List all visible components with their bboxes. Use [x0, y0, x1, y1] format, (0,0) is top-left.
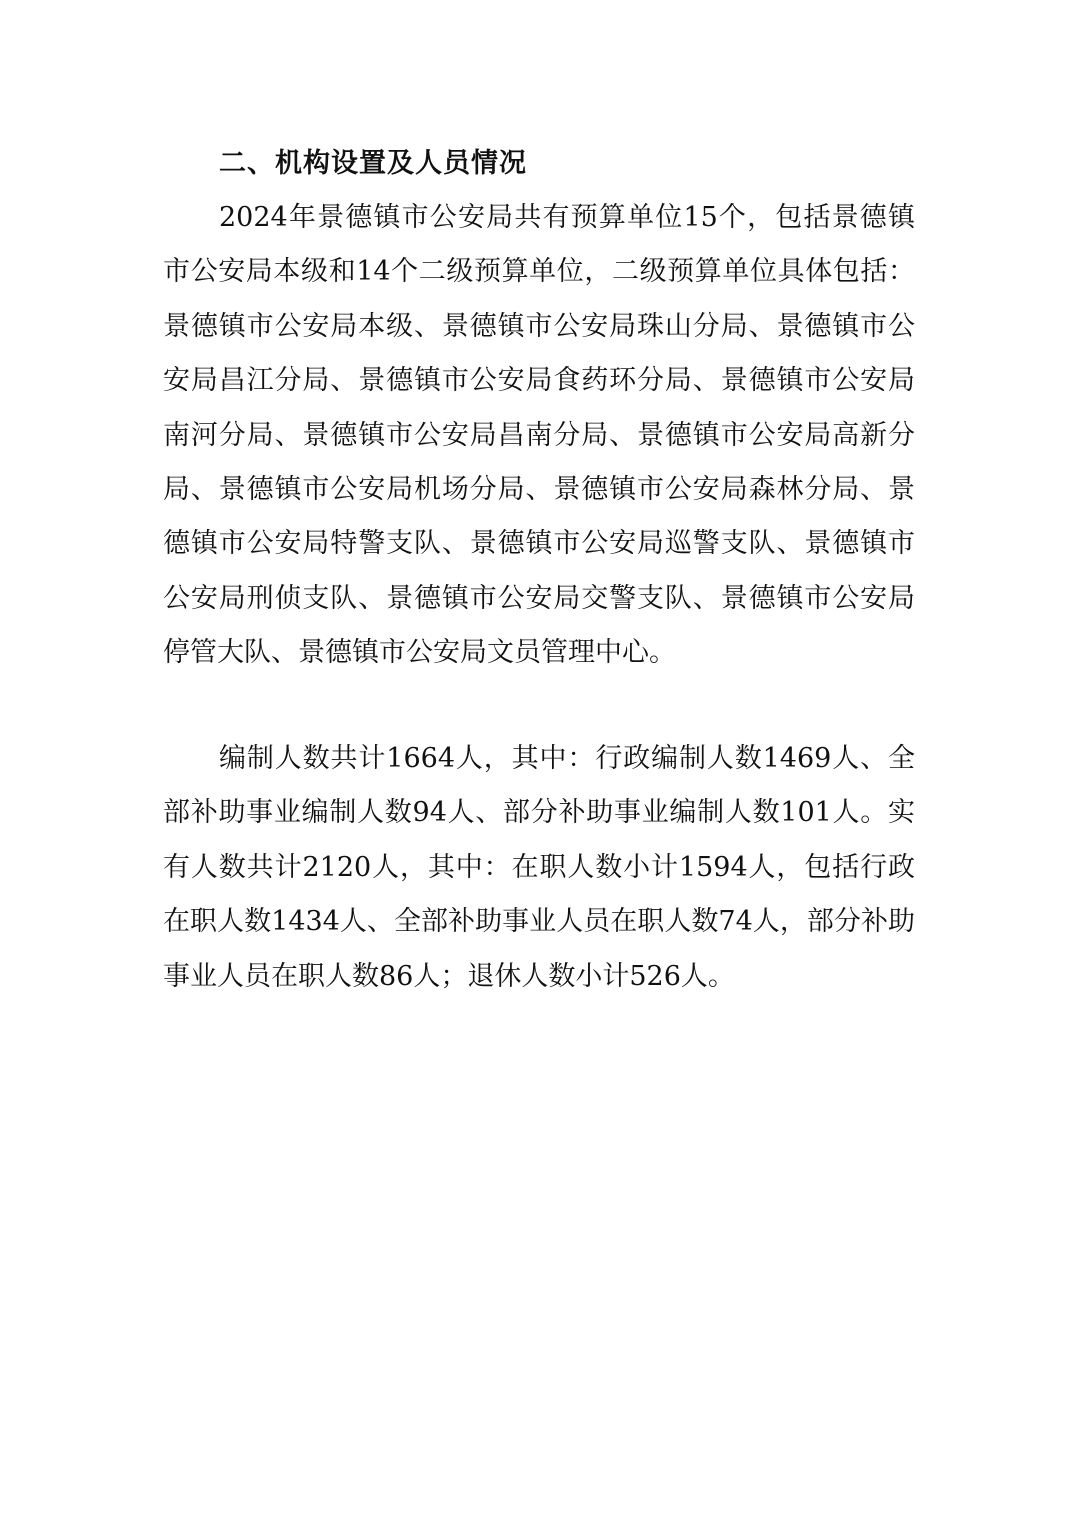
paragraph-staffing: 编制人数共计1664人，其中：行政编制人数1469人、全部补助事业编制人数94人、部分补助事业编制人数101人。实有人数共计2120人，其中：在职人数小计1594人，包括行政在职人数1434人、全部补助事业人员在职人数74人，部分补助事业人员在职人数86人；退休人数小计526人。 — [163, 743, 915, 992]
section-heading: 二、机构设置及人员情况 — [219, 148, 527, 179]
paragraph-budget-units: 2024年景德镇市公安局共有预算单位15个，包括景德镇市公安局本级和14个二级预算单位，二级预算单位具体包括：景德镇市公安局本级、景德镇市公安局珠山分局、景德镇市公安局昌江分局、景德镇市公安局食药环分局、景德镇市公安局南河分局、景德镇市公安局昌南分局、景德镇市公安局高新分局、景德镇市公安局机场分局、景德镇市公安局森林分局、景德镇市公安局特警支队、景德镇市公安局巡警支队、景德镇市公安局刑侦支队、景德镇市公安局交警支队、景德镇市公安局停管大队、景德镇市公安局文员管理中心。 — [163, 202, 915, 669]
